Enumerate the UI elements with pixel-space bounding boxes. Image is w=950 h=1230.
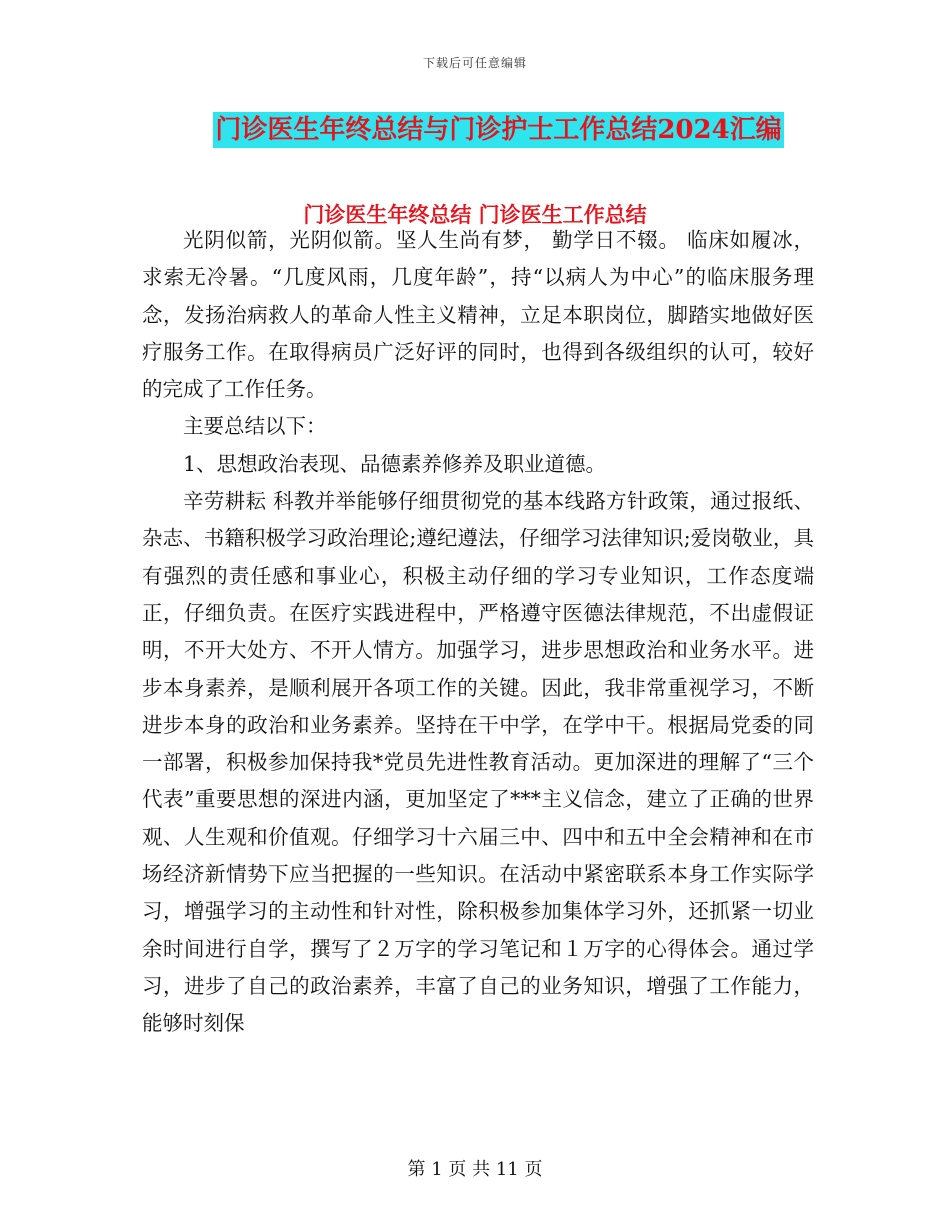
document-title: 门诊医生年终总结与门诊护士工作总结2024汇编: [213, 112, 783, 148]
paragraph-body-1: 辛劳耕耘 科教并举能够仔细贯彻党的基本线路方针政策，通过报纸、杂志、书籍积极学习政治理论;遵纪遵法，仔细学习法律知识;爱岗敬业，具有强烈的责任感和事业心，积极主动仔细的学习专业知识，工作态度端正，仔细负责。在医疗实践进程中，严格遵守医德法律规范，不出虚假证明，不开大处方、不开人情方。加强学习，进步思想政治和业务水平。进步本身素养，是顺利展开各项工作的关键。因此，我非常重视学习，不断进步本身的政治和业务素养。坚持在干中学，在学中干。根据局党委的同一部署，积极参加保持我*党员先进性教育活动。更加深进的理解了“三个代表”重要思想的深进内涵，更加坚定了***主义信念，建立了正确的世界观、人生观和价值观。仔细学习十六届三中、四中和五中全会精神和在市场经济新情势下应当把握的一些知识。在活动中紧密联系本身工作实际学习，增强学习的主动性和针对性，除积极参加集体学习外，还抓紧一切业余时间进行自学，撰写了２万字的学习笔记和１万字的心得体会。通过学习，进步了自己的政治素养，丰富了自己的业务知识，增强了工作能力，能够时刻保: [142, 489, 814, 1036]
page-header-note: 下载后可任意编辑: [422, 56, 527, 70]
section-title: 门诊医生年终总结 门诊医生工作总结: [303, 202, 647, 227]
paragraph-heading-1: 1、思想政治表现、品德素养修养及职业道德。: [183, 451, 607, 476]
page-footer: 第 1 页 共 11 页: [407, 1159, 543, 1180]
paragraph-summary-lead: 主要总结以下：: [183, 414, 327, 439]
paragraph-intro: 光阴似箭，光阴似箭。坚人生尚有梦， 勤学日不辍。 临床如履冰， 求索无冷暑。“几度风雨，几度年龄”，持“以病人为中心”的临床服务理念，发扬治病救人的革命人性主义精神，立足本职岗位，脚踏实地做好医疗服务工作。在取得病员广泛好评的同时，也得到各级组织的认可，较好的完成了工作任务。: [142, 228, 814, 402]
document-title-container: [0, 112, 950, 148]
document-body: [142, 222, 814, 1043]
